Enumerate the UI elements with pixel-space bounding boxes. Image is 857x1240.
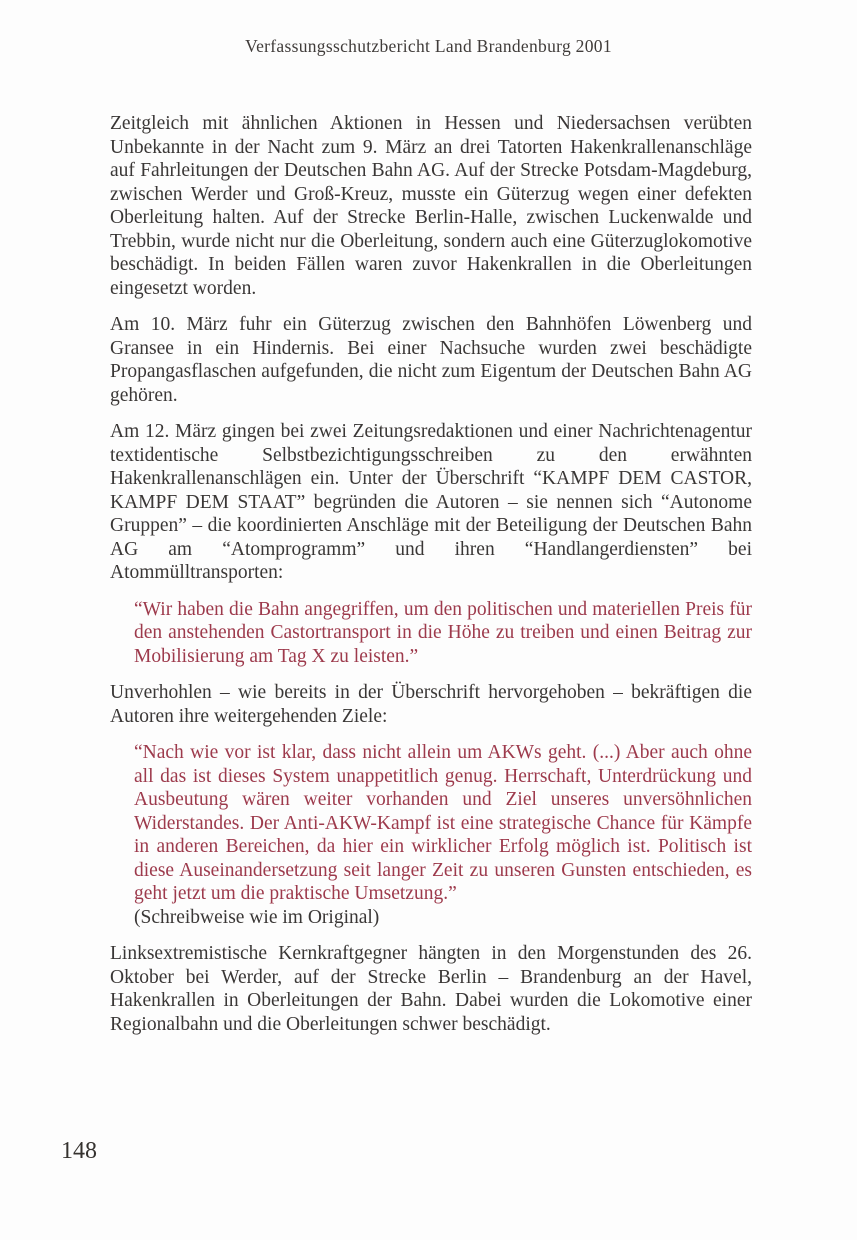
- quote-akw-kampf: “Nach wie vor ist klar, dass nicht allein um AKWs geht. (...) Aber auch ohne all das ist dieses System unappetitlich genug. Herrschaft, Unterdrückung und Ausbeutung wären weiter vorhanden und Ziel unseres unversöhnlichen Widerstandes. Der Anti-AKW-Kampf ist eine strategische Chance für Kämpfe in anderen Bereichen, da hier ein wirklicher Erfolg möglich ist. Politisch ist diese Auseinandersetzung seit langer Zeit zu unseren Gunsten entschieden, es geht jetzt um die praktische Umsetzung.”: [134, 742, 752, 904]
- page-number: 148: [61, 1138, 97, 1164]
- paragraph-gueterzug-hindernis: Am 10. März fuhr ein Güterzug zwischen den Bahnhöfen Löwenberg und Gransee in ein Hindernis. Bei einer Nachsuche wurden zwei beschädigte Propangasflaschen aufgefunden, die nicht zum Eigentum der Deutschen Bahn AG gehören.: [110, 314, 752, 406]
- running-header: Verfassungsschutzbericht Land Brandenburg 2001: [245, 36, 612, 56]
- paragraph-kernkraftgegner: Linksextremistische Kernkraftgegner hängten in den Morgenstunden des 26. Oktober bei Werder, auf der Strecke Berlin – Brandenburg an der Havel, Hakenkrallen in Oberleitungen der Bahn. Dabei wurden die Lokomotive einer Regionalbahn und die Oberleitungen schwer beschädigt.: [110, 943, 752, 1035]
- paragraph-unverhohlen: Unverhohlen – wie bereits in der Überschrift hervorgehoben – bekräftigen die Autoren ihre weitergehenden Ziele:: [110, 682, 752, 727]
- quote-original-note: (Schreibweise wie im Original): [134, 906, 380, 928]
- paragraph-hakenkrallen-anschlaege: Zeitgleich mit ähnlichen Aktionen in Hessen und Niedersachsen verübten Unbekannte in der Nacht zum 9. März an drei Tatorten Hakenkrallenanschläge auf Fahrleitungen der Deutschen Bahn AG. Auf der Strecke Potsdam-Magdeburg, zwischen Werder und Groß-Kreuz, musste ein Güterzug wegen einer defekten Oberleitung halten. Auf der Strecke Berlin-Halle, zwischen Luckenwalde und Trebbin, wurde nicht nur die Oberleitung, sondern auch eine Güterzuglokomotive beschädigt. In beiden Fällen waren zuvor Hakenkrallen in die Oberleitungen eingesetzt worden.: [110, 113, 752, 299]
- body-text: [110, 112, 752, 1049]
- quote-bahn-angegriffen: “Wir haben die Bahn angegriffen, um den politischen und materiellen Preis für den anstehenden Castortransport in die Höhe zu treiben und einen Beitrag zur Mobilisierung am Tag X zu leisten.”: [134, 598, 752, 667]
- paragraph-selbstbezichtigung: Am 12. März gingen bei zwei Zeitungsredaktionen und einer Nachrichtenagentur textidentische Selbstbezichtigungsschreiben zu den erwähnten Hakenkrallenanschlägen ein. Unter der Überschrift “KAMPF DEM CASTOR, KAMPF DEM STAAT” begründen die Autoren – sie nennen sich “Autonome Gruppen” – die koordinierten Anschläge mit der Beteiligung der Deutschen Bahn AG am “Atomprogramm” und ihren “Handlangerdiensten” bei Atommülltransporten:: [110, 421, 752, 583]
- quote-group-akw: [134, 741, 752, 929]
